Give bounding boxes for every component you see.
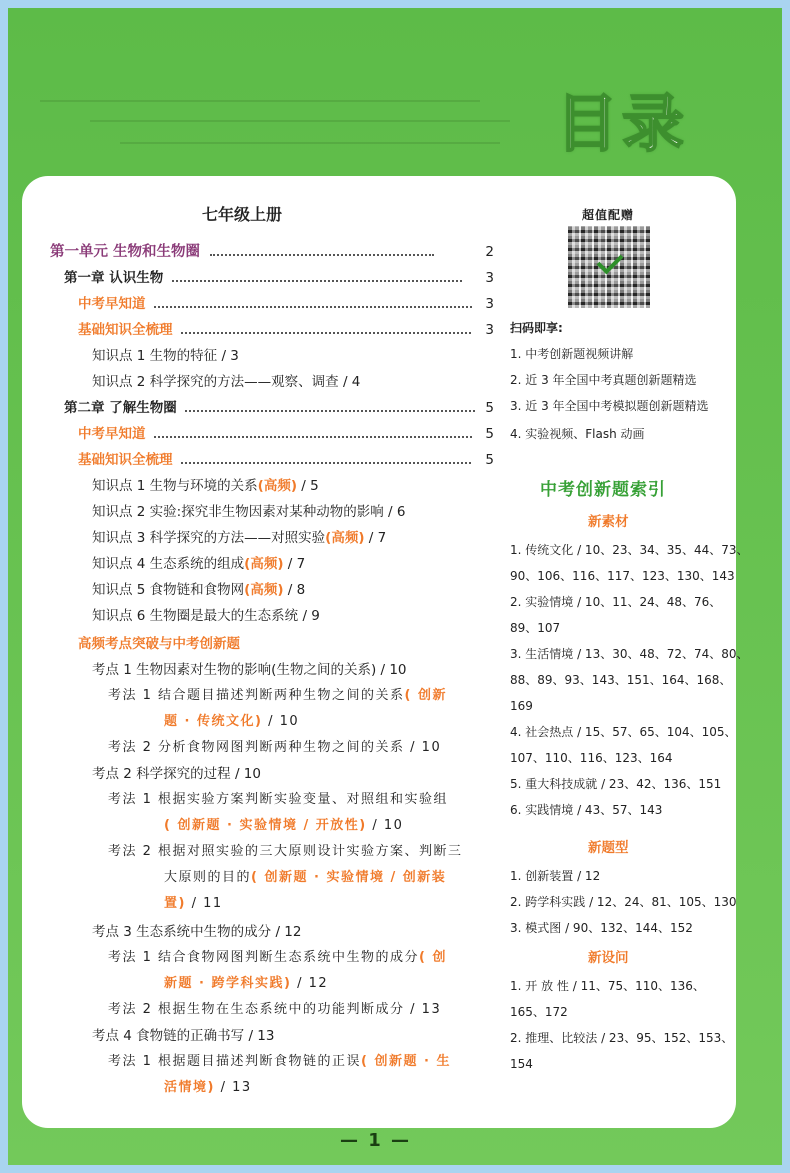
toc-page: / 10 xyxy=(262,714,300,729)
toc-section[interactable] xyxy=(78,320,494,340)
dot-leader xyxy=(210,246,434,256)
frequency-tag: (高频) xyxy=(257,478,298,494)
index-line: 165、172 xyxy=(510,1005,568,1019)
toc-section[interactable] xyxy=(78,294,494,314)
toc-unit-1[interactable] xyxy=(50,242,494,262)
toc-entry-text: 中考早知道 xyxy=(78,426,146,442)
toc-entry-text: 考法 1 结合食物网图判断生态系统中生物的成分 xyxy=(108,950,420,965)
toc-section[interactable] xyxy=(78,424,494,444)
index-section-title: 新素材 xyxy=(588,514,629,530)
index-section-title: 新设问 xyxy=(588,950,629,966)
toc-entry-text: 知识点 5 食物链和食物网 xyxy=(92,582,245,598)
frequency-tag: (高频) xyxy=(325,530,365,546)
index-section-list xyxy=(510,537,749,823)
toc-item[interactable] xyxy=(92,554,305,574)
index-line: 3. 模式图 / 90、132、144、152 xyxy=(510,921,693,935)
index-section-title: 新题型 xyxy=(588,840,629,856)
dot-leader xyxy=(185,402,475,412)
toc-kaofa[interactable] xyxy=(108,948,447,968)
innovation-tag: 题 · 传统文化) xyxy=(164,714,263,729)
toc-entry-text: 考法 1 根据题目描述判断食物链的正误 xyxy=(108,1054,362,1069)
innovation-tag: ( 创新 xyxy=(404,688,448,703)
toc-kaofa-cont[interactable] xyxy=(164,1078,252,1098)
toc-entry-text: 考法 2 根据对照实验的三大原则设计实验方案、判断三 xyxy=(108,844,463,859)
page-title: 目录 xyxy=(556,87,689,160)
frequency-tag: (高频) xyxy=(244,582,284,598)
toc-kaodian[interactable] xyxy=(92,660,407,680)
innovation-tag: ( 创新题 · 生 xyxy=(361,1054,452,1069)
toc-chapter-1[interactable] xyxy=(64,268,494,288)
toc-entry-text: 考点 3 生态系统中生物的成分 / 12 xyxy=(92,924,302,940)
page-number: — 1 — xyxy=(340,1130,412,1151)
toc-section[interactable] xyxy=(78,450,494,470)
toc-page: / 13 xyxy=(214,1080,252,1095)
toc-kaofa-cont[interactable] xyxy=(164,816,403,836)
index-line: 1. 传统文化 / 10、23、34、35、44、73、 xyxy=(510,543,749,557)
dot-leader xyxy=(154,298,472,308)
toc-kaofa-cont[interactable] xyxy=(164,894,223,914)
toc-page: / 7 xyxy=(364,530,387,546)
index-line: 2. 跨学科实践 / 12、24、81、105、130 xyxy=(510,895,737,909)
qr-title: 超值配赠 xyxy=(582,208,635,222)
toc-chapter-2[interactable] xyxy=(64,398,494,418)
innovation-tag: ( 创新题 · 实验情境 / 开放性) xyxy=(164,818,367,833)
toc-entry-text: 知识点 3 科学探究的方法——对照实验 xyxy=(92,530,326,546)
toc-page: / 7 xyxy=(283,556,306,572)
background-line xyxy=(120,142,500,144)
toc-item[interactable] xyxy=(92,372,360,392)
toc-entry-text: 高频考点突破与中考创新题 xyxy=(78,636,240,652)
toc-entry-text: 第一单元 生物和生物圈 xyxy=(50,244,201,260)
toc-kaofa[interactable] xyxy=(108,842,463,862)
toc-entry-text: 知识点 4 生态系统的组成 xyxy=(92,556,245,572)
grade-title: 七年级上册 xyxy=(202,205,283,224)
toc-page: 5 xyxy=(485,400,494,416)
toc-entry-text: 知识点 2 实验:探究非生物因素对某种动物的影响 / 6 xyxy=(92,504,406,520)
index-line: 89、107 xyxy=(510,621,561,635)
index-line: 88、89、93、143、151、164、168、 xyxy=(510,673,732,687)
index-line: 169 xyxy=(510,699,533,713)
toc-entry-text: 知识点 1 生物与环境的关系 xyxy=(92,478,258,494)
index-section-list xyxy=(510,863,737,941)
toc-entry-text: 考法 2 根据生物在生态系统中的功能判断成分 / 13 xyxy=(108,1002,442,1017)
toc-entry-text: 知识点 2 科学探究的方法——观察、调查 / 4 xyxy=(92,374,361,390)
toc-page: / 10 xyxy=(366,818,404,833)
index-line: 5. 重大科技成就 / 23、42、136、151 xyxy=(510,777,722,791)
dot-leader xyxy=(181,324,471,334)
dot-leader xyxy=(154,428,472,438)
innovation-tag: 置) xyxy=(164,896,186,911)
index-line: 90、106、116、117、123、130、143 xyxy=(510,569,735,583)
index-line: 107、110、116、123、164 xyxy=(510,751,673,765)
toc-page: 3 xyxy=(485,322,494,338)
toc-section[interactable] xyxy=(78,634,240,654)
toc-page: / 5 xyxy=(297,478,319,494)
scan-item: 4. 实验视频、Flash 动画 xyxy=(510,427,645,441)
innovation-tag: 新题 · 跨学科实践) xyxy=(164,976,292,991)
innovation-tag: 活情境) xyxy=(164,1080,215,1095)
index-line: 6. 实践情境 / 43、57、143 xyxy=(510,803,663,817)
toc-entry-text: 考法 2 分析食物网图判断两种生物之间的关系 / 10 xyxy=(108,740,442,755)
index-line: 1. 开 放 性 / 11、75、110、136、 xyxy=(510,979,705,993)
frequency-tag: (高频) xyxy=(244,556,284,572)
index-line: 2. 实验情境 / 10、11、24、48、76、 xyxy=(510,595,722,609)
toc-kaodian[interactable] xyxy=(92,764,261,784)
toc-item[interactable] xyxy=(92,502,405,522)
toc-item[interactable] xyxy=(92,580,305,600)
toc-entry-text: 第二章 了解生物圈 xyxy=(64,400,177,416)
scan-item: 3. 近 3 年全国中考模拟题创新题精选 xyxy=(510,399,709,413)
toc-entry-text: 考点 1 生物因素对生物的影响(生物之间的关系) / 10 xyxy=(92,662,407,678)
toc-entry-text: 第一章 认识生物 xyxy=(64,270,164,286)
toc-kaofa[interactable] xyxy=(108,1000,441,1020)
toc-entry-text: 知识点 6 生物圈是最大的生态系统 / 9 xyxy=(92,608,320,624)
toc-entry-text: 知识点 1 生物的特征 / 3 xyxy=(92,348,239,364)
dot-leader xyxy=(181,454,471,464)
toc-page: / 12 xyxy=(291,976,329,991)
background-line xyxy=(40,100,480,102)
toc-item[interactable] xyxy=(92,528,386,548)
scan-title: 扫码即享: xyxy=(510,321,563,335)
toc-kaofa[interactable] xyxy=(108,738,441,758)
toc-kaofa-cont[interactable] xyxy=(164,974,328,994)
index-line: 2. 推理、比较法 / 23、95、152、153、 xyxy=(510,1031,734,1045)
toc-kaofa[interactable] xyxy=(108,1052,451,1072)
toc-page: / 8 xyxy=(283,582,306,598)
toc-entry-text: 大原则的目的 xyxy=(164,870,252,885)
dot-leader xyxy=(172,272,462,282)
toc-page: 3 xyxy=(485,296,494,312)
toc-page: 5 xyxy=(485,452,494,468)
index-line: 3. 生活情境 / 13、30、48、72、74、80、 xyxy=(510,647,749,661)
toc-kaodian[interactable] xyxy=(92,922,301,942)
index-line: 154 xyxy=(510,1057,533,1071)
scan-item: 1. 中考创新题视频讲解 xyxy=(510,347,634,361)
index-line: 4. 社会热点 / 15、57、65、104、105、 xyxy=(510,725,737,739)
toc-page: 2 xyxy=(485,244,494,260)
toc-kaofa-cont[interactable] xyxy=(164,868,446,888)
toc-page: 5 xyxy=(485,426,494,442)
innovation-tag: ( 创新题 · 实验情境 / 创新装 xyxy=(251,870,447,885)
toc-item[interactable] xyxy=(92,346,239,366)
toc-entry-text: 考点 4 食物链的正确书写 / 13 xyxy=(92,1028,275,1044)
index-section-list xyxy=(510,973,733,1077)
toc-item[interactable] xyxy=(92,606,320,626)
toc-entry-text: 考点 2 科学探究的过程 / 10 xyxy=(92,766,261,782)
toc-page: / 11 xyxy=(185,896,223,911)
scan-item: 2. 近 3 年全国中考真题创新题精选 xyxy=(510,373,697,387)
toc-card xyxy=(22,176,749,1128)
toc-kaofa[interactable] xyxy=(108,790,448,810)
toc-entry-text: 中考早知道 xyxy=(78,296,146,312)
background-line xyxy=(90,120,510,122)
toc-item[interactable] xyxy=(92,476,319,496)
toc-page: 3 xyxy=(485,270,494,286)
toc-entry-text: 考法 1 结合题目描述判断两种生物之间的关系 xyxy=(108,688,405,703)
toc-entry-text: 考法 1 根据实验方案判断实验变量、对照组和实验组 xyxy=(108,792,449,807)
toc-kaofa[interactable] xyxy=(108,686,447,706)
toc-kaofa-cont[interactable] xyxy=(164,712,299,732)
index-line: 1. 创新装置 / 12 xyxy=(510,869,601,883)
toc-entry-text: 基础知识全梳理 xyxy=(78,322,173,338)
innovation-tag: ( 创 xyxy=(419,950,448,965)
index-title: 中考创新题索引 xyxy=(540,480,666,500)
toc-kaodian[interactable] xyxy=(92,1026,274,1046)
toc-entry-text: 基础知识全梳理 xyxy=(78,452,173,468)
